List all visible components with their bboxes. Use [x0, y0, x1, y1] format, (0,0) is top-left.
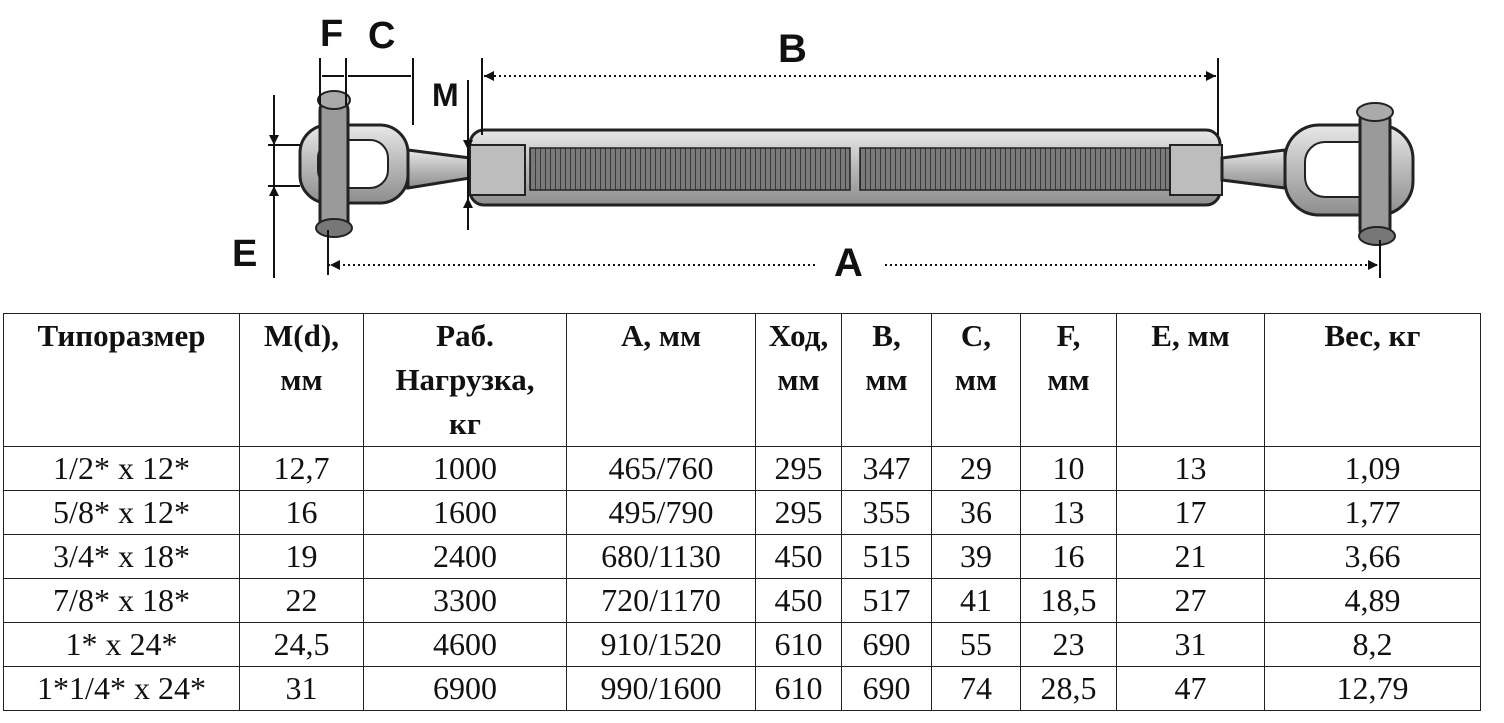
column-header-line: Типоразмер [37, 318, 206, 353]
label-A: A [834, 241, 863, 285]
table-cell: 24,5 [240, 623, 364, 667]
table-row [4, 579, 1481, 623]
table-cell: 13 [1117, 447, 1265, 491]
table-cell: 690 [842, 623, 932, 667]
table-cell: 21 [1117, 535, 1265, 579]
table-cell: 36 [932, 491, 1021, 535]
column-header [4, 314, 240, 447]
column-header [240, 314, 364, 447]
table-row [4, 667, 1481, 711]
table-cell: 610 [756, 667, 842, 711]
table-cell: 31 [240, 667, 364, 711]
label-C: C [368, 15, 396, 57]
column-header [1265, 314, 1481, 447]
table-cell: 29 [932, 447, 1021, 491]
table-cell: 355 [842, 491, 932, 535]
column-header-line: мм [777, 362, 820, 397]
table-cell: 10 [1021, 447, 1117, 491]
table-cell: 31 [1117, 623, 1265, 667]
table-cell: 16 [1021, 535, 1117, 579]
table-cell: 720/1170 [567, 579, 756, 623]
column-header [1117, 314, 1265, 447]
column-header-line: A, мм [620, 318, 702, 353]
table-cell: 465/760 [567, 447, 756, 491]
column-header [842, 314, 932, 447]
column-header-line: Ход, [768, 318, 829, 353]
table-cell: 16 [240, 491, 364, 535]
table-cell: 517 [842, 579, 932, 623]
column-header-line: Нагрузка, [395, 362, 535, 397]
column-header [364, 314, 567, 447]
table-cell: 7/8* x 18* [4, 579, 240, 623]
table-cell: 41 [932, 579, 1021, 623]
column-header-line: Вес, кг [1324, 318, 1421, 353]
table-cell: 12,79 [1265, 667, 1481, 711]
column-header-line: B, [872, 318, 901, 353]
table-cell: 18,5 [1021, 579, 1117, 623]
table-cell: 6900 [364, 667, 567, 711]
column-header-line: мм [1047, 362, 1090, 397]
label-E: E [232, 233, 258, 275]
column-header [756, 314, 842, 447]
table-cell: 610 [756, 623, 842, 667]
table-row [4, 447, 1481, 491]
table-cell: 515 [842, 535, 932, 579]
table-row [4, 491, 1481, 535]
table-cell: 27 [1117, 579, 1265, 623]
column-header-line: мм [280, 362, 323, 397]
column-header-line: M(d), [264, 318, 339, 353]
table-cell: 3300 [364, 579, 567, 623]
column-header-line: E, мм [1151, 318, 1230, 353]
table-cell: 450 [756, 579, 842, 623]
table-cell: 2400 [364, 535, 567, 579]
table-cell: 55 [932, 623, 1021, 667]
table-cell: 295 [756, 447, 842, 491]
table-cell: 5/8* x 12* [4, 491, 240, 535]
turnbuckle-body [470, 130, 1222, 205]
turnbuckle-diagram [0, 0, 1504, 310]
column-header-line: мм [865, 362, 908, 397]
table-cell: 295 [756, 491, 842, 535]
table-cell: 13 [1021, 491, 1117, 535]
table-body [4, 447, 1481, 711]
table-cell: 17 [1117, 491, 1265, 535]
table-cell: 1*1/4* x 24* [4, 667, 240, 711]
table-cell: 1,77 [1265, 491, 1481, 535]
label-B: B [778, 27, 807, 71]
table-cell: 495/790 [567, 491, 756, 535]
table-cell: 22 [240, 579, 364, 623]
table-cell: 3,66 [1265, 535, 1481, 579]
column-header-line: мм [954, 362, 998, 397]
table-cell: 990/1600 [567, 667, 756, 711]
table-cell: 23 [1021, 623, 1117, 667]
table-cell: 3/4* x 18* [4, 535, 240, 579]
table-cell: 690 [842, 667, 932, 711]
column-header-line: F, [1056, 318, 1081, 353]
table-row [4, 623, 1481, 667]
table-cell: 19 [240, 535, 364, 579]
table-cell: 450 [756, 535, 842, 579]
table-row [4, 535, 1481, 579]
column-header [567, 314, 756, 447]
table-cell: 12,7 [240, 447, 364, 491]
specification-table [3, 313, 1481, 711]
table-cell: 1/2* x 12* [4, 447, 240, 491]
column-header-line: кг [449, 406, 481, 441]
table-cell: 4600 [364, 623, 567, 667]
column-header [932, 314, 1021, 447]
table-cell: 39 [932, 535, 1021, 579]
table-cell: 1000 [364, 447, 567, 491]
table-cell: 28,5 [1021, 667, 1117, 711]
column-header [1021, 314, 1117, 447]
table-cell: 1* x 24* [4, 623, 240, 667]
right-jaw [1222, 103, 1413, 245]
table-cell: 910/1520 [567, 623, 756, 667]
table-cell: 1,09 [1265, 447, 1481, 491]
label-F: F [320, 13, 344, 55]
table-header-row [4, 314, 1481, 447]
label-M: M [432, 77, 459, 113]
table-cell: 680/1130 [567, 535, 756, 579]
table-cell: 74 [932, 667, 1021, 711]
table-cell: 1600 [364, 491, 567, 535]
column-header-line: C, [960, 318, 992, 353]
table-cell: 8,2 [1265, 623, 1481, 667]
table-cell: 4,89 [1265, 579, 1481, 623]
column-header-line: Раб. [436, 318, 494, 353]
table-cell: 47 [1117, 667, 1265, 711]
table-cell: 347 [842, 447, 932, 491]
